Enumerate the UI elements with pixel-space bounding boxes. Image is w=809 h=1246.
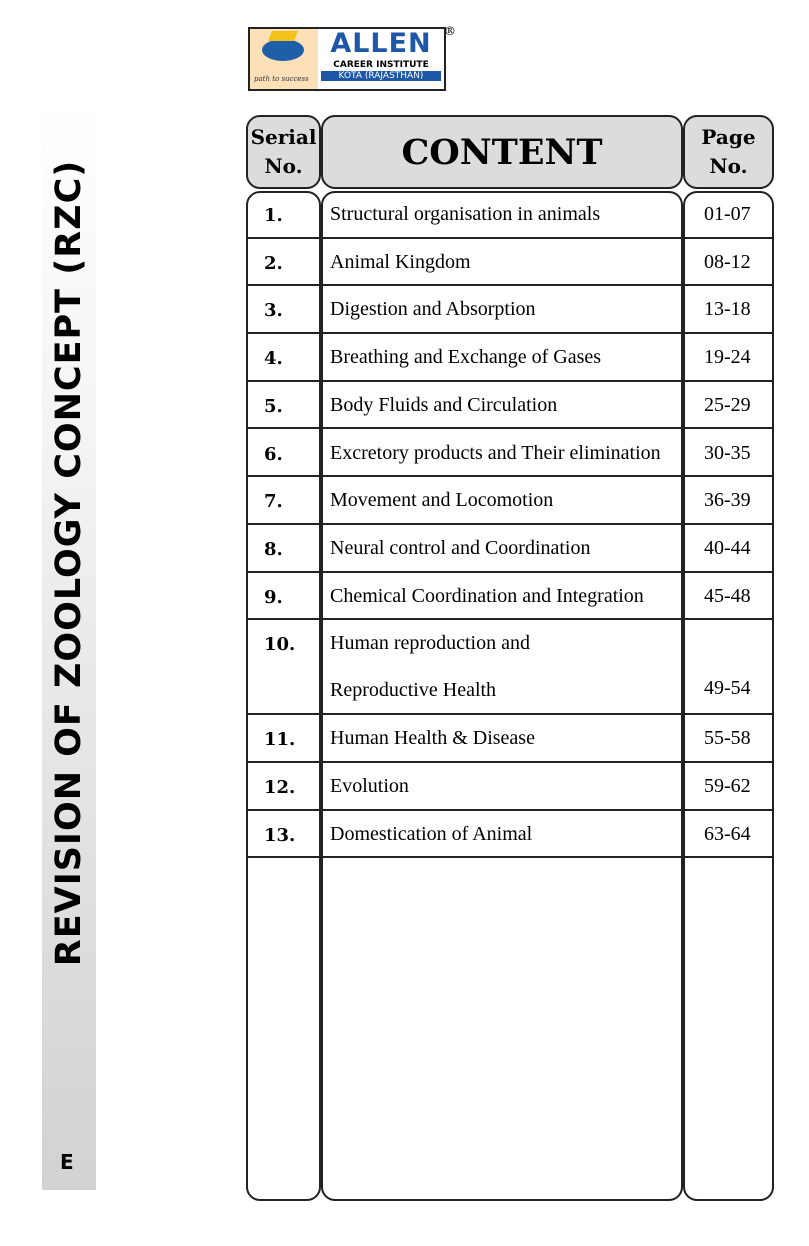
table-row[interactable] [246,239,774,287]
page-range: 63-64 [704,822,751,845]
chapter-title: Structural organisation in animals [330,203,601,225]
serial-number: 9. [264,586,283,608]
book-title: REVISION OF ZOOLOGY CONCEPT (RZC) [49,159,89,967]
chapter-title: Human reproduction and [330,632,530,655]
table-row[interactable] [246,620,774,715]
page-range: 19-24 [704,346,751,369]
page-range: 55-58 [704,727,751,750]
logo-tagline: path to success [254,75,309,83]
serial-number: 12. [264,777,296,798]
chapter-title: Breathing and Exchange of Gases [330,346,602,369]
serial-number: 1. [264,205,283,226]
chapter-title-line2: Reproductive Health [330,679,497,702]
chapter-title: Digestion and Absorption [330,298,536,321]
page-range: 08-12 [704,250,751,273]
chapter-title: Excretory products and Their elimination [330,441,661,464]
serial-number: 2. [264,252,283,274]
table-row[interactable] [246,191,774,239]
chapter-title: Body Fluids and Circulation [330,393,558,416]
logo-subtitle: CAREER INSTITUTE [333,60,429,70]
serial-number: 4. [264,348,283,370]
table-row[interactable] [246,477,774,525]
page-range: 36-39 [704,489,751,512]
header-content: CONTENT [321,115,683,189]
chapter-title: Neural control and Coordination [330,536,591,559]
page-range: 01-07 [704,203,751,225]
chapter-title: Human Health & Disease [330,727,535,750]
header-page: Page No. [683,115,774,189]
table-row[interactable] [246,382,774,430]
serial-number: 7. [264,491,283,513]
chapter-title: Movement and Locomotion [330,489,554,512]
serial-number: 3. [264,300,283,322]
header-serial: Serial No. [246,115,321,189]
page-range: 25-29 [704,393,751,416]
serial-number: 10. [264,634,296,656]
table-row[interactable] [246,573,774,621]
page-range: 13-18 [704,298,751,321]
chapter-title: Animal Kingdom [330,250,471,273]
table-row[interactable] [246,286,774,334]
graduation-cap-icon [262,39,304,61]
table-row[interactable] [246,763,774,811]
page-range: 30-35 [704,441,751,464]
page-range: 40-44 [704,536,751,559]
table-row[interactable] [246,430,774,478]
allen-logo [248,27,446,91]
logo-location: KOTA (RAJASTHAN) [321,71,441,81]
page-range: 45-48 [704,584,751,607]
edition-label: E [60,1150,74,1174]
chapter-title: Chemical Coordination and Integration [330,584,644,607]
page-range: 49-54 [704,677,751,700]
table-row[interactable] [246,525,774,573]
table-row[interactable] [246,715,774,763]
serial-number: 11. [264,729,296,751]
serial-number: 8. [264,538,283,560]
page-range: 59-62 [704,775,751,797]
registered-mark: ® [444,24,456,38]
table-row[interactable] [246,334,774,382]
table-row[interactable] [246,811,774,859]
chapter-title: Evolution [330,775,409,797]
logo-brand: ALLEN [330,28,432,59]
serial-number: 13. [264,824,296,846]
serial-number: 5. [264,395,283,417]
serial-number: 6. [264,443,283,465]
chapter-title: Domestication of Animal [330,822,533,845]
